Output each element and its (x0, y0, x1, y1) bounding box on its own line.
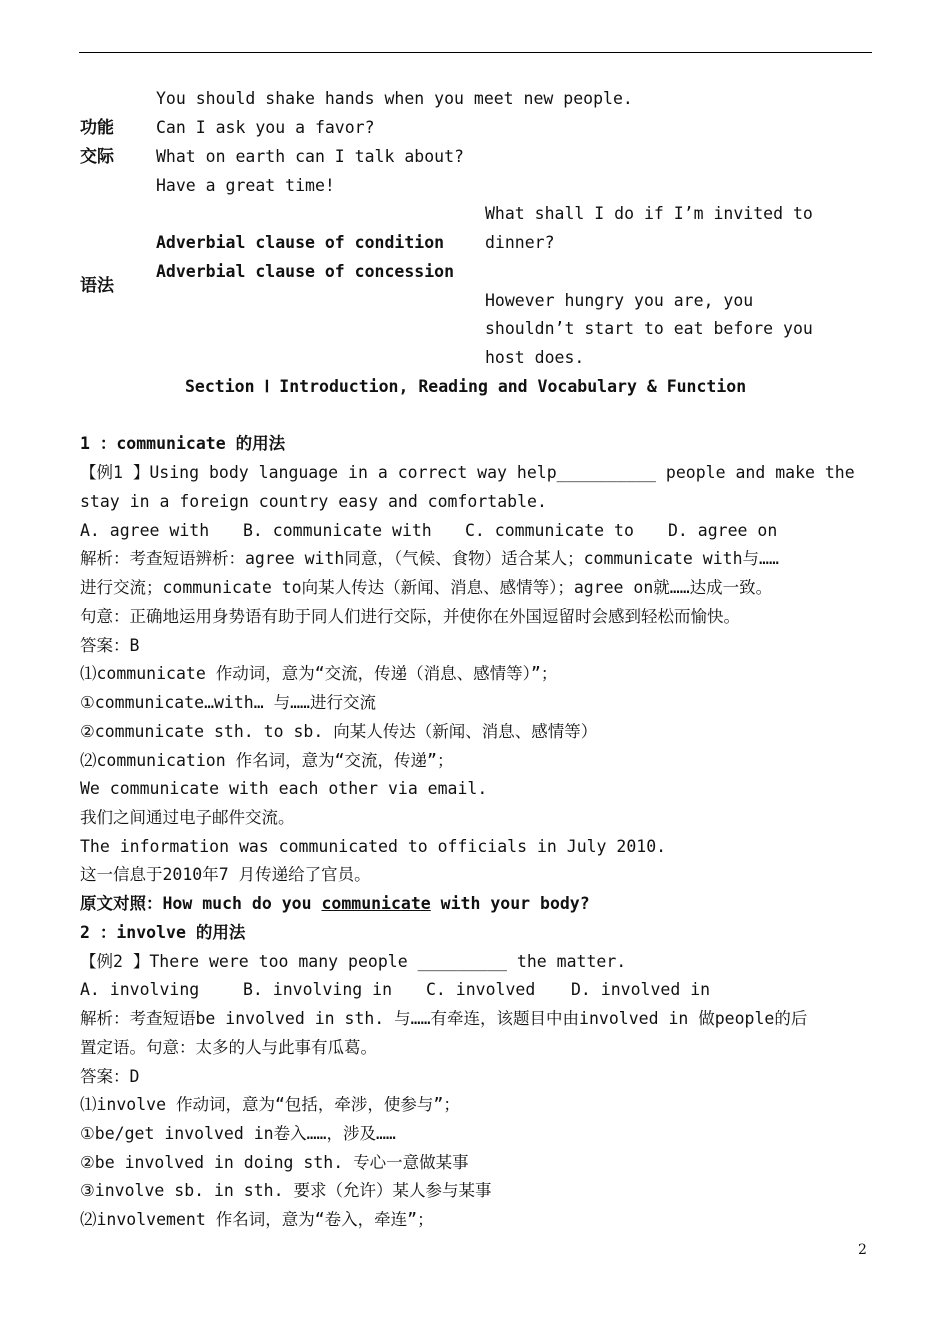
example-2-option-c: C. involved (426, 980, 536, 999)
grammar-item-1: Adverbial clause of condition (156, 233, 445, 252)
example-1-option-d: D. agree on (668, 521, 778, 540)
example-2-analysis-1: 解析：考查短语be involved in sth. 与……有牵连，该题目中由involved in 做people的后 (80, 1009, 808, 1028)
grammar-example-2: dinner? (485, 233, 555, 252)
example-2-option-a: A. involving (80, 980, 200, 999)
section-title: Section Ⅰ Introduction, Reading and Vocabulary & Function (185, 377, 747, 396)
example-2-answer: 答案：D (80, 1067, 140, 1086)
original-text-pre: How much do you (162, 894, 322, 913)
function-label-2: 交际 (80, 147, 114, 167)
sample-sentence-2-en: The information was communicated to officials in July 2010. (80, 837, 667, 856)
example-1-option-c: C. communicate to (465, 521, 634, 540)
example-2-option-b: B. involving in (243, 980, 393, 999)
grammar-example-5: host does. (485, 348, 585, 367)
example-2-option-d: D. involved in (571, 980, 711, 999)
grammar-label: 语法 (80, 276, 114, 296)
function-line-4: Have a great time! (156, 176, 335, 195)
sample-sentence-1-en: We communicate with each other via email. (80, 779, 488, 798)
note-involved-in-doing: ②be involved in doing sth. 专心一意做某事 (80, 1153, 469, 1172)
example-1-analysis-3: 句意：正确地运用身势语有助于同人们进行交际，并使你在外国逗留时会感到轻松而愉快。 (80, 607, 740, 626)
example-1-option-b: B. communicate with (243, 521, 432, 540)
note-involvement-noun: ⑵involvement 作名词，意为“卷入，牵连”； (80, 1210, 434, 1229)
original-text-reference (80, 893, 590, 915)
sample-sentence-1-zh: 我们之间通过电子邮件交流。 (80, 808, 295, 827)
function-label-1: 功能 (80, 118, 114, 138)
example-1-question-cont: stay in a foreign country easy and comfortable. (80, 492, 547, 511)
example-2-analysis-2: 置定语。句意：太多的人与此事有瓜葛。 (80, 1038, 377, 1057)
note-communicate-to: ②communicate sth. to sb. 向某人传达（新闻、消息、感情等） (80, 722, 598, 741)
heading-communicate: 1 ：communicate 的用法 (80, 434, 286, 453)
example-2-question: 【例2 】There were too many people _________ the matter. (80, 952, 627, 971)
grammar-item-2: Adverbial clause of concession (156, 262, 455, 281)
note-involve-verb: ⑴involve 作动词，意为“包括，牵涉，使参与”； (80, 1095, 460, 1114)
original-text-post: with your body? (430, 894, 590, 913)
original-text-keyword: communicate (321, 894, 431, 913)
note-communicate-verb: ⑴communicate 作动词，意为“交流，传递（消息、感情等）”； (80, 664, 558, 683)
grammar-example-1: What shall I do if I’m invited to (485, 204, 813, 223)
heading-involve: 2 ：involve 的用法 (80, 923, 246, 942)
sample-sentence-2-zh: 这一信息于2010年7 月传递给了官员。 (80, 865, 371, 884)
function-line-3: What on earth can I talk about? (156, 147, 464, 166)
example-1-analysis-1: 解析：考查短语辨析：agree with同意，（气候、食物）适合某人；communicate with与…… (80, 549, 779, 568)
grammar-example-4: shouldn’t start to eat before you (485, 319, 813, 338)
example-1-analysis-2: 进行交流；communicate to向某人传达（新闻、消息、感情等）；agree on就……达成一致。 (80, 578, 773, 597)
grammar-example-3: However hungry you are, you (485, 291, 754, 310)
example-1-question: 【例1 】Using body language in a correct way help__________ people and make the (80, 463, 855, 482)
function-line-1: You should shake hands when you meet new people. (156, 89, 633, 108)
note-involve-sb-in: ③involve sb. in sth. 要求（允许）某人参与某事 (80, 1181, 492, 1200)
header-rule (79, 52, 872, 53)
function-line-2: Can I ask you a favor? (156, 118, 375, 137)
example-1-option-a: A. agree with (80, 521, 210, 540)
page-number: 2 (858, 1242, 867, 1258)
example-1-answer: 答案：B (80, 636, 140, 655)
original-text-label: 原文对照： (80, 894, 163, 913)
note-communicate-with: ①communicate…with… 与……进行交流 (80, 693, 376, 712)
note-communication-noun: ⑵communication 作名词，意为“交流，传递”； (80, 751, 454, 770)
note-involved-in: ①be/get involved in卷入……，涉及…… (80, 1124, 396, 1143)
